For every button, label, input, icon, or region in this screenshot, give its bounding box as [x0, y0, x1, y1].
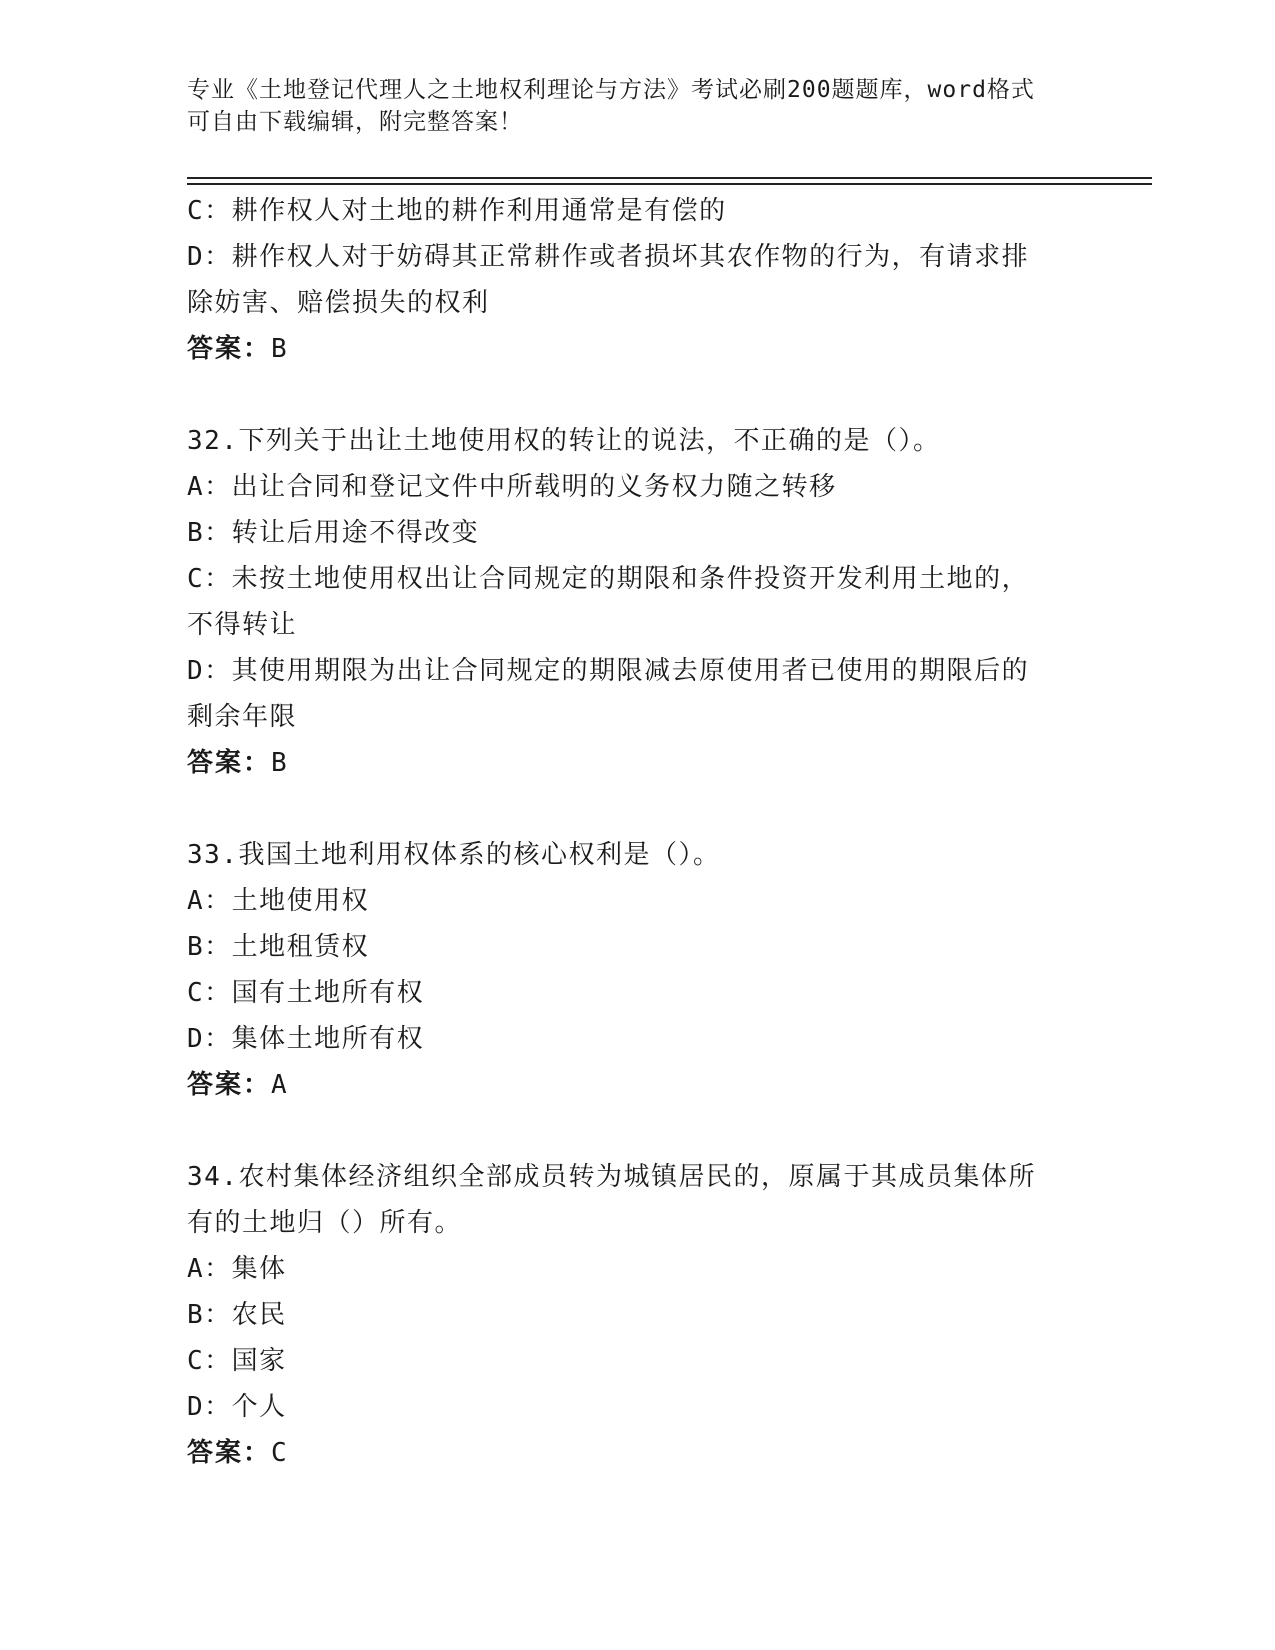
answer-line — [187, 326, 1107, 372]
header-line-1: 专业《土地登记代理人之土地权利理论与方法》考试必刷200题题库，word格式 — [187, 77, 1035, 103]
answer-label: 答案： — [187, 748, 272, 778]
answer-line — [187, 740, 1107, 786]
page-header — [187, 74, 1087, 138]
answer-value: B — [271, 748, 287, 778]
option-line: C：耕作权人对土地的耕作利用通常是有偿的 — [187, 196, 727, 226]
option-line: 剩余年限 — [187, 702, 298, 732]
question-block — [187, 1154, 1107, 1476]
option-line: D：其使用期限为出让合同规定的期限减去原使用者已使用的期限后的 — [187, 656, 1030, 686]
option-line: 除妨害、赔偿损失的权利 — [187, 288, 490, 318]
option-line: 不得转让 — [187, 610, 298, 640]
answer-label: 答案： — [187, 1070, 272, 1100]
option-line: A：集体 — [187, 1254, 287, 1284]
option-line: D：耕作权人对于妨碍其正常耕作或者损坏其农作物的行为，有请求排 — [187, 242, 1030, 272]
option-line: C：国有土地所有权 — [187, 978, 425, 1008]
option-line: B：土地租赁权 — [187, 932, 370, 962]
question-block — [187, 832, 1107, 1108]
option-line: D：集体土地所有权 — [187, 1024, 425, 1054]
option-line: A：土地使用权 — [187, 886, 370, 916]
answer-line — [187, 1430, 1107, 1476]
question-gap — [187, 786, 1107, 832]
option-line: A：出让合同和登记文件中所载明的义务权力随之转移 — [187, 472, 837, 502]
answer-value: A — [271, 1070, 287, 1100]
answer-label: 答案： — [187, 334, 272, 364]
question-block — [187, 418, 1107, 786]
answer-value: B — [271, 334, 287, 364]
header-rule-bottom — [187, 183, 1152, 185]
question-gap — [187, 1108, 1107, 1154]
option-line: D：个人 — [187, 1392, 287, 1422]
question-stem: 33.我国土地利用权体系的核心权利是（）。 — [187, 840, 721, 870]
option-line: C：国家 — [187, 1346, 287, 1376]
question-block-continued — [187, 188, 1107, 372]
question-stem: 32.下列关于出让土地使用权的转让的说法，不正确的是（）。 — [187, 426, 941, 456]
question-stem: 有的土地归（）所有。 — [187, 1208, 463, 1238]
question-stem: 34.农村集体经济组织全部成员转为城镇居民的，原属于其成员集体所 — [187, 1162, 1036, 1192]
option-line: C：未按土地使用权出让合同规定的期限和条件投资开发利用土地的， — [187, 564, 1030, 594]
answer-value: C — [271, 1438, 287, 1468]
answer-line — [187, 1062, 1107, 1108]
answer-label: 答案： — [187, 1438, 272, 1468]
option-line: B：农民 — [187, 1300, 287, 1330]
question-list — [187, 188, 1107, 1476]
question-gap — [187, 372, 1107, 418]
header-line-2: 可自由下载编辑，附完整答案！ — [187, 109, 523, 135]
header-rule-top — [187, 177, 1152, 179]
option-line: B：转让后用途不得改变 — [187, 518, 480, 548]
